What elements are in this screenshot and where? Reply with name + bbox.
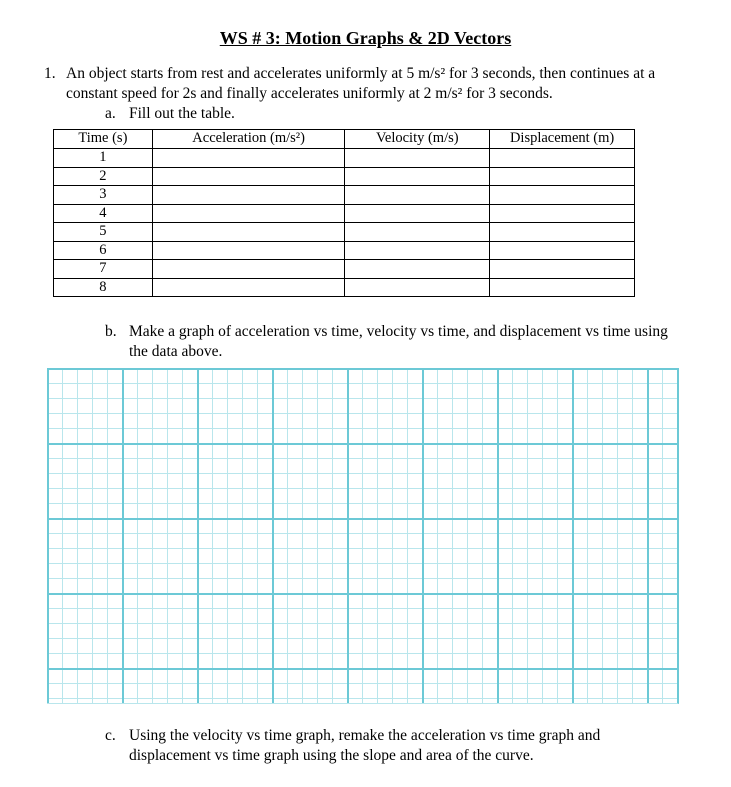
question-text: An object starts from rest and accelerates uniformly at 5 m/s² for 3 seconds, then continues at a constant speed for 2s and finally accelerates uniformly at 2 m/s² for 3 seconds. bbox=[66, 65, 656, 102]
acceleration-cell[interactable] bbox=[152, 223, 345, 242]
table-row bbox=[54, 204, 635, 223]
worksheet-title: WS # 3: Motion Graphs & 2D Vectors bbox=[219, 28, 512, 48]
time-cell: 1 bbox=[54, 149, 153, 168]
part-b-text: Make a graph of acceleration vs time, velocity vs time, and displacement vs time using the data above. bbox=[129, 323, 668, 360]
part-b-label: b. bbox=[105, 323, 117, 340]
table-header-row bbox=[54, 130, 635, 149]
part-a-text: Fill out the table. bbox=[129, 105, 235, 122]
acceleration-cell[interactable] bbox=[152, 260, 345, 279]
displacement-cell[interactable] bbox=[490, 167, 635, 186]
velocity-cell[interactable] bbox=[345, 260, 490, 279]
velocity-cell[interactable] bbox=[345, 278, 490, 297]
header-time: Time (s) bbox=[54, 130, 153, 149]
displacement-cell[interactable] bbox=[490, 149, 635, 168]
time-cell: 7 bbox=[54, 260, 153, 279]
header-acceleration: Acceleration (m/s²) bbox=[152, 130, 345, 149]
displacement-cell[interactable] bbox=[490, 241, 635, 260]
velocity-cell[interactable] bbox=[345, 149, 490, 168]
displacement-cell[interactable] bbox=[490, 260, 635, 279]
header-velocity: Velocity (m/s) bbox=[345, 130, 490, 149]
question-number: 1. bbox=[44, 65, 56, 82]
acceleration-cell[interactable] bbox=[152, 204, 345, 223]
time-cell: 5 bbox=[54, 223, 153, 242]
displacement-cell[interactable] bbox=[490, 223, 635, 242]
table-row bbox=[54, 278, 635, 297]
time-cell: 2 bbox=[54, 167, 153, 186]
graph-paper-grid[interactable] bbox=[47, 368, 679, 704]
displacement-cell[interactable] bbox=[490, 186, 635, 205]
motion-table bbox=[53, 129, 635, 297]
table-row bbox=[54, 167, 635, 186]
velocity-cell[interactable] bbox=[345, 186, 490, 205]
velocity-cell[interactable] bbox=[345, 167, 490, 186]
part-c-text: Using the velocity vs time graph, remake the acceleration vs time graph and displacement vs time graph using the slope and area of the curve. bbox=[129, 727, 601, 764]
time-cell: 8 bbox=[54, 278, 153, 297]
table-row bbox=[54, 149, 635, 168]
header-displacement: Displacement (m) bbox=[490, 130, 635, 149]
acceleration-cell[interactable] bbox=[152, 186, 345, 205]
part-a-label: a. bbox=[105, 105, 116, 122]
table-row bbox=[54, 241, 635, 260]
table-row bbox=[54, 186, 635, 205]
table-row bbox=[54, 260, 635, 279]
part-c-label: c. bbox=[105, 727, 116, 744]
displacement-cell[interactable] bbox=[490, 278, 635, 297]
table-row bbox=[54, 223, 635, 242]
acceleration-cell[interactable] bbox=[152, 149, 345, 168]
time-cell: 4 bbox=[54, 204, 153, 223]
displacement-cell[interactable] bbox=[490, 204, 635, 223]
velocity-cell[interactable] bbox=[345, 223, 490, 242]
velocity-cell[interactable] bbox=[345, 204, 490, 223]
acceleration-cell[interactable] bbox=[152, 278, 345, 297]
velocity-cell[interactable] bbox=[345, 241, 490, 260]
acceleration-cell[interactable] bbox=[152, 241, 345, 260]
time-cell: 3 bbox=[54, 186, 153, 205]
time-cell: 6 bbox=[54, 241, 153, 260]
acceleration-cell[interactable] bbox=[152, 167, 345, 186]
